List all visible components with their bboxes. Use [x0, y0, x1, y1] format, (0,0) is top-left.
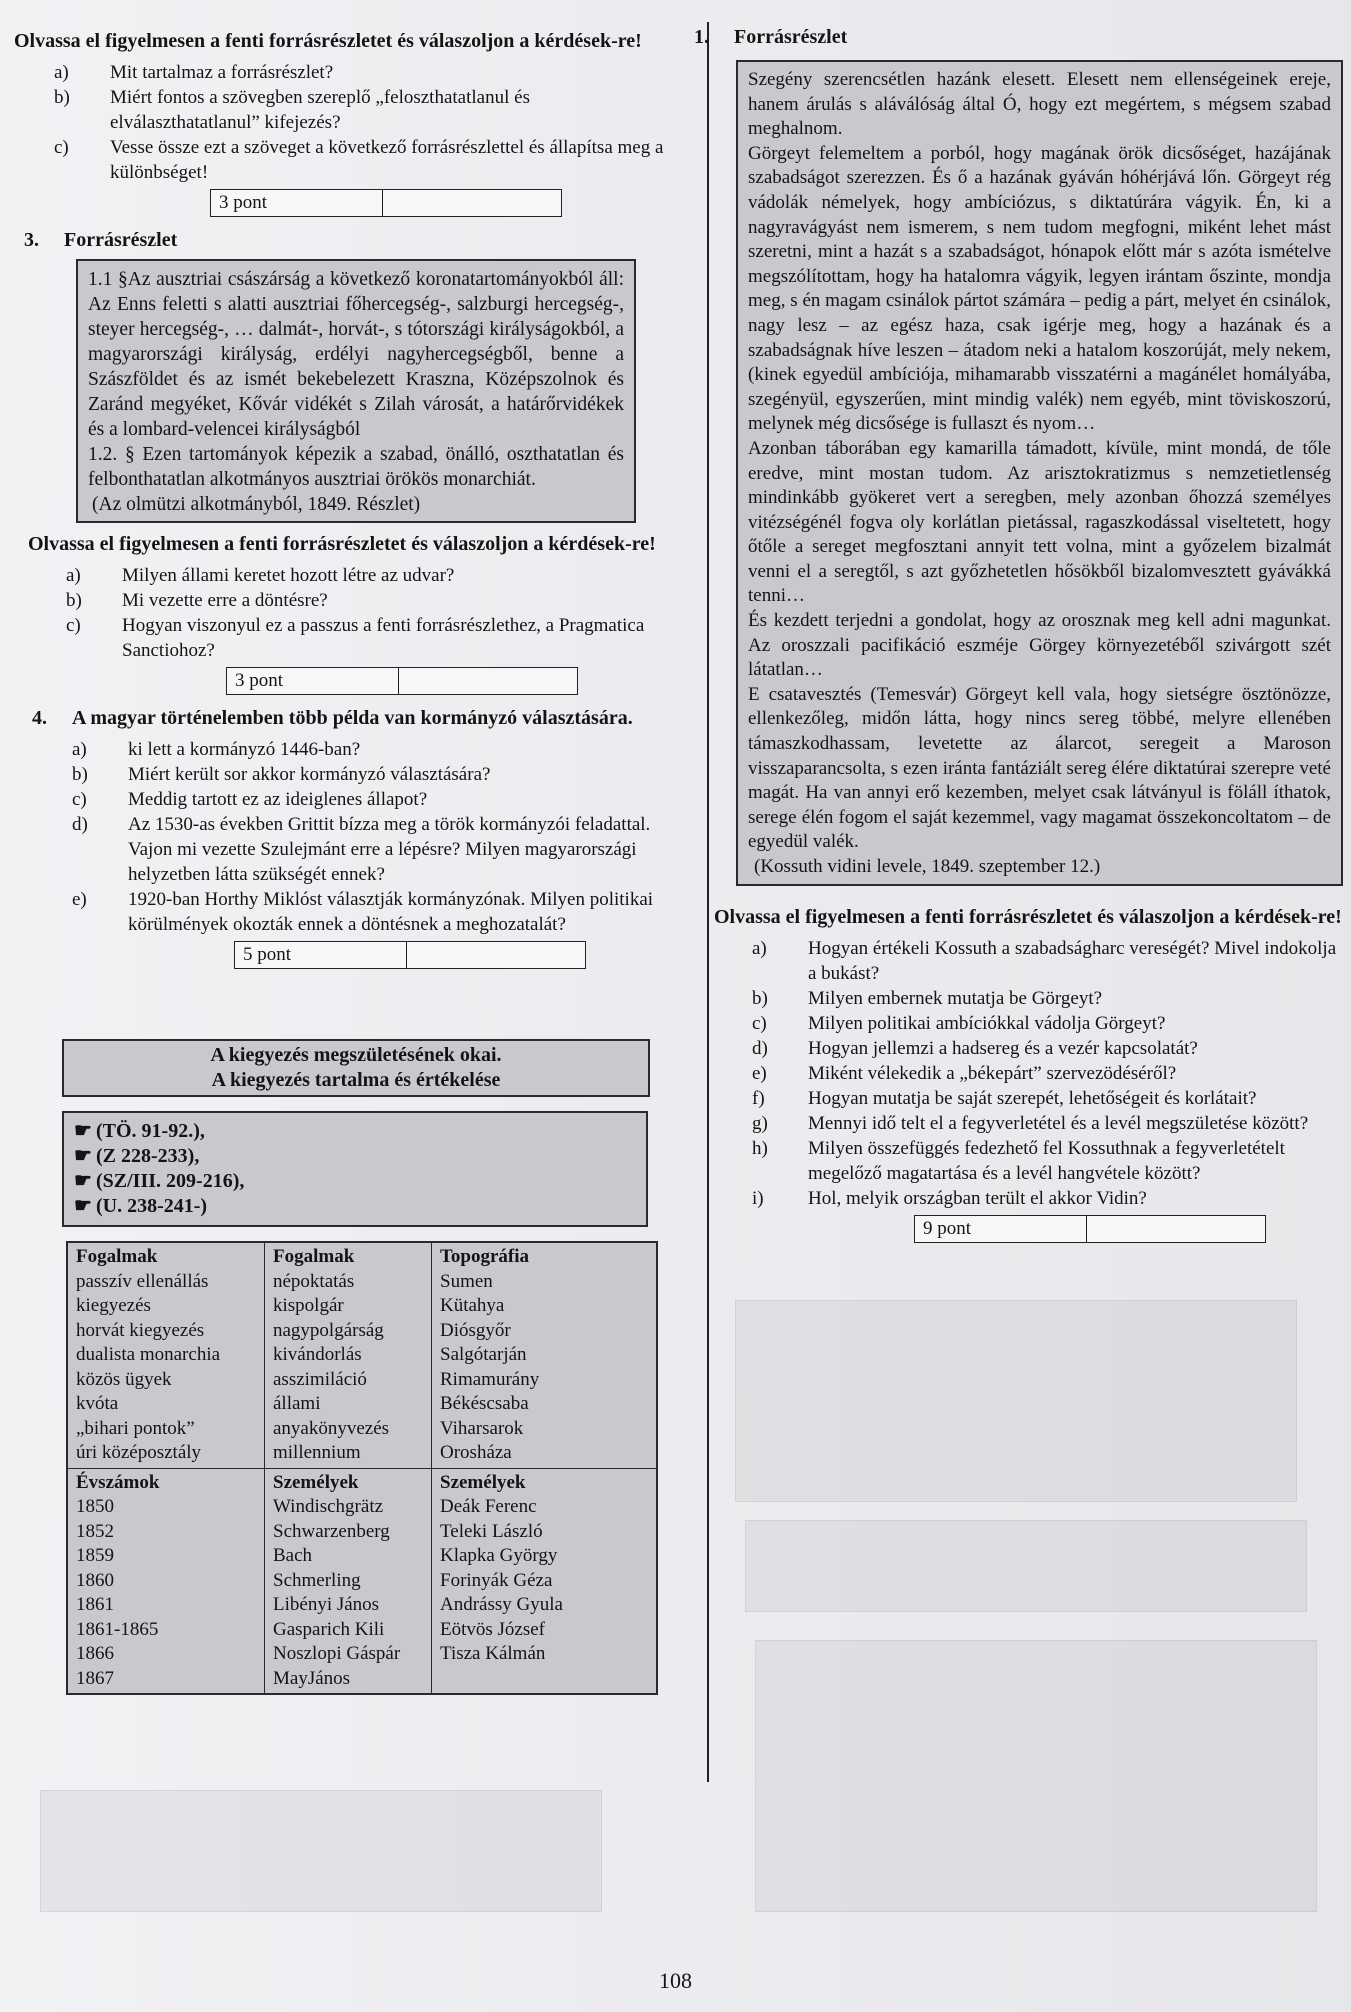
question-list — [66, 563, 656, 663]
question-item — [72, 737, 662, 762]
table-cell — [265, 1242, 432, 1468]
question-item — [72, 787, 662, 812]
question-item — [752, 1036, 1342, 1061]
score-box — [914, 1215, 1266, 1243]
column-header: Fogalmak — [76, 1246, 158, 1267]
topic-banner — [62, 1039, 650, 1097]
question-text: Miként vélekedik a „békepárt” szervezödéséről? — [808, 1062, 1177, 1084]
score-points: 5 pont — [235, 942, 407, 968]
question-label: f) — [752, 1087, 765, 1109]
pointing-hand-icon: ☛ — [74, 1195, 92, 1217]
score-box — [210, 189, 562, 217]
question-label: c) — [54, 137, 69, 158]
list-item: úri középosztály — [76, 1442, 202, 1463]
section-title-text: Forrásrészlet — [64, 229, 178, 251]
source-paragraph: Görgeyt felemeltem a porból, hogy magának örök dicsőséget, hazájának szabadságot szerezzen. És ő a hazának gyáván hóhérjává lőn. Görgeyt rég vádolák némelyek, hogy ambíciózus, s diktatúrára vágyik. Én, ki a nagyravágyást nem ismerem, s nem tudom megfogni, miként lehet mást szeretni, mint a hazát s a szabadságot, hónapok előtt már s azóta ismételve megszólítottam, hogy ha hatalomra vágyik, legyen irántam őszinte, mondja meg, s én magam csinálok pártot számára – pedig a párt, melyet én csinálok, nagy lesz – az egész haza, csak igérje meg, hogy a hazának és a szabadságnak híve leszen – átadom neki a hatalom koszorúját, mely nekem, (kinek egyedül ambíciója, mihamarabb visszatérni a magánélet homályába, szegényül, egyszerűen, mint mindig valék) nem egyéb, mint töviskoszorú, melynek még dicsősége is fullaszt és nyom… — [748, 142, 1331, 435]
list-item: asszimiláció — [273, 1368, 367, 1390]
list-item: közös ügyek — [76, 1368, 172, 1390]
question-label: b) — [72, 764, 88, 785]
question-text: Az 1530-as években Grittit bízza meg a török kormányzói feladattal. Vajon mi vezette Szulejmánt erre a lépésre? Milyen magyarországi helyzetben látta szükségét ennek? — [128, 814, 651, 885]
reference-text: (TÖ. 91-92.), — [96, 1120, 205, 1142]
source-reference: (Az olmützi alkotmányból, 1849. Részlet) — [92, 494, 421, 515]
question-item — [752, 1086, 1342, 1111]
pointing-hand-icon: ☛ — [74, 1120, 92, 1142]
table-cell — [67, 1242, 265, 1468]
column-header: Személyek — [273, 1471, 359, 1493]
page-number: 108 — [659, 1968, 692, 1993]
source-excerpt-1 — [736, 60, 1343, 886]
question-text: 1920-ban Horthy Miklóst választják kormányzónak. Milyen politikai körülmények okozták ennek a döntésnek a meghozatalát? — [128, 889, 654, 935]
table-cell — [265, 1468, 432, 1694]
reference-item — [74, 1144, 636, 1169]
source-paragraph: Azonban táborában egy kamarilla támadott, kívüle, mint mondá, de tőle eredve, mint mostan tudom. Az arisztokratizmus s nemzetietlenség mindinkább gyökeret vert a seregben, mely azonban őhozzá személyes vitézségénél fogva oly korlátlan pietással, ragaszkodással viseltetett, hogy őtőle a sereget megfosztani annyit tett volna, mint a győzelem bizalmát venni el a seregtől, s azt győzhetetlen hősökből bizalomvesztett gyávákká tenni… — [748, 437, 1331, 607]
question-text: Milyen embernek mutatja be Görgeyt? — [808, 987, 1103, 1009]
question-label: a) — [72, 739, 87, 760]
list-item: Deák Ferenc — [440, 1496, 537, 1517]
column-header: Személyek — [440, 1471, 526, 1493]
table-cell — [67, 1468, 265, 1694]
table-cell — [432, 1242, 658, 1468]
column-header: Topográfia — [440, 1246, 530, 1267]
section-number: 3. — [24, 229, 39, 251]
question-item — [72, 887, 662, 937]
question-item — [54, 85, 664, 135]
list-item: nagypolgárság — [273, 1319, 384, 1341]
question-label: b) — [66, 590, 82, 611]
source-paragraph: 1.2. § Ezen tartományok képezik a szabad, önálló, oszthatatlan és felbonthatatlan alkotmányos ausztriai örökös monarchiát. — [88, 444, 624, 490]
list-item: horvát kiegyezés — [76, 1319, 205, 1341]
question-label: d) — [752, 1037, 768, 1059]
question-label: i) — [752, 1187, 764, 1209]
question-item — [752, 1186, 1342, 1211]
question-text: ki lett a kormányzó 1446-ban? — [128, 739, 361, 760]
section-1-title — [694, 24, 1345, 50]
source-paragraph: Szegény szerencsétlen hazánk elesett. Elesett nem ellenségeinek ereje, hanem árulás s aláválóság által Ó, hogy ezt megértem, s mégsem szabad meghalnom. — [748, 69, 1331, 140]
question-text: Miért fontos a szövegben szereplő „feloszthatatlanul és elválaszthatatlanul” kifejezés? — [110, 87, 530, 133]
question-item — [66, 588, 656, 613]
section-title-text: Forrásrészlet — [734, 26, 848, 48]
list-item: dualista monarchia — [76, 1344, 221, 1365]
list-item: 1867 — [76, 1667, 114, 1689]
list-item: Forinyák Géza — [440, 1569, 553, 1591]
column-header: Évszámok — [76, 1471, 160, 1493]
source-paragraph: E csatavesztés (Temesvár) Görgeyt kell vala, hogy sietségre ösztönözze, ellenkezőleg, midőn látta, hogy nincs sereg többé, melyre ellenében támaszkodhassam, levetette az álarcot, seregeit a Maroson visszaparancsolta, s ezen iránta fantáziált sereg élére diktatúrai szerepre veté magát. Ha van annyi erő kezemben, melyet csak látványul is föláll íthatok, serege élén fogom el saját kezemmel, vagy magamat összekoncoltatom – de egyedül valék. — [748, 683, 1331, 853]
question-text: Hogyan jellemzi a hadsereg és a vezér kapcsolatát? — [808, 1037, 1198, 1059]
question-label: e) — [72, 889, 87, 910]
list-item: Andrássy Gyula — [440, 1594, 563, 1615]
list-item: Klapka György — [440, 1545, 558, 1566]
question-list — [752, 936, 1342, 1211]
score-box — [226, 667, 578, 695]
source-reference: (Kossuth vidini levele, 1849. szeptember 12.) — [754, 856, 1101, 877]
question-item — [752, 1111, 1342, 1136]
pointing-hand-icon: ☛ — [74, 1170, 92, 1192]
list-item: Diósgyőr — [440, 1319, 511, 1341]
list-item: Gasparich Kili — [273, 1618, 385, 1640]
question-text: Hogyan mutatja be saját szerepét, lehetőségeit és korlátait? — [808, 1087, 1257, 1109]
list-item: „bihari pontok” — [76, 1417, 195, 1439]
bleed-through-block — [745, 1520, 1307, 1612]
concepts-table — [66, 1241, 658, 1695]
source-paragraph: 1.1 §Az ausztriai császárság a következő koronatartományokból áll: Az Enns feletti s alatti ausztriai főhercegség-, salzburgi hercegség-, steyer hercegség-, … dalmát-, horvát-, s tótországi királyságokból, a magyarországi királyság, erdélyi nagyhercegségből, benne a Szászföldet és az ismét bekebelezett Kraszna, Középszolnok és Zaránd megyéket, Kővár vidékét s Zilah városát, a határőrvidékek és a lombard-velencei királyságból — [88, 269, 624, 440]
list-item: Bach — [273, 1545, 313, 1566]
left-column — [14, 28, 664, 1695]
question-label: e) — [752, 1062, 767, 1084]
list-item: kispolgár — [273, 1295, 344, 1316]
list-item: passzív ellenállás — [76, 1270, 209, 1292]
list-item: 1860 — [76, 1569, 114, 1591]
question-text: Hogyan értékeli Kossuth a szabadságharc vereségét? Mivel indokolja a bukást? — [808, 937, 1337, 984]
source-paragraph: És kezdett terjedni a gondolat, hogy az orosznak meg kell adni magunkat. Az oroszzali pacifikáció eszméje Görgey környezetéből szivárgott szét látatlan… — [748, 610, 1331, 681]
reference-text: (U. 238-241-) — [96, 1195, 208, 1217]
banner-line: A kiegyezés megszületésének okai. — [210, 1044, 502, 1066]
list-item: Libényi János — [273, 1594, 380, 1615]
table-cell — [432, 1468, 658, 1694]
reference-item — [74, 1169, 636, 1194]
prev-instruction: Olvassa el figyelmesen a fenti forrásrészletet és válaszoljon a kérdések-re! — [14, 30, 642, 52]
question-item — [66, 563, 656, 588]
question-label: b) — [54, 87, 70, 108]
list-item: Salgótarján — [440, 1344, 527, 1365]
list-item: Orosháza — [440, 1442, 512, 1463]
list-item: Eötvös József — [440, 1618, 546, 1640]
question-item — [752, 986, 1342, 1011]
question-item — [752, 1061, 1342, 1086]
question-label: c) — [72, 789, 87, 810]
list-item: Schwarzenberg — [273, 1520, 390, 1542]
question-item — [72, 762, 662, 787]
reference-text: (SZ/III. 209-216), — [96, 1170, 245, 1192]
question-label: d) — [72, 814, 88, 835]
question-text: Meddig tartott ez az ideiglenes állapot? — [128, 789, 428, 810]
question-item — [54, 135, 664, 185]
reference-item — [74, 1119, 636, 1144]
question-label: g) — [752, 1112, 768, 1134]
question-item — [54, 60, 664, 85]
question-item — [752, 1136, 1342, 1186]
list-item: 1850 — [76, 1496, 114, 1517]
question-label: c) — [752, 1012, 767, 1034]
question-label: a) — [66, 565, 81, 586]
section-title-text: A magyar történelemben több példa van kormányzó választására. — [72, 707, 633, 729]
list-item: Teleki László — [440, 1520, 543, 1542]
question-text: Hogyan viszonyul ez a passzus a fenti forrásrészlethez, a Pragmatica Sanctiohoz? — [122, 615, 645, 661]
list-item: Kütahya — [440, 1295, 505, 1316]
question-item — [752, 1011, 1342, 1036]
list-item: népoktatás — [273, 1270, 355, 1292]
column-header: Fogalmak — [273, 1246, 355, 1267]
question-text: Vesse össze ezt a szöveget a következő forrásrészlettel és állapítsa meg a különbséget! — [110, 137, 664, 183]
score-points: 9 pont — [915, 1216, 1087, 1242]
list-item: kiegyezés — [76, 1295, 151, 1316]
list-item: 1866 — [76, 1643, 114, 1664]
instruction: Olvassa el figyelmesen a fenti forrásrészletet és válaszoljon a kérdések-re! — [28, 533, 656, 555]
question-text: Milyen állami keretet hozott létre az udvar? — [122, 565, 455, 586]
table-row — [67, 1242, 657, 1468]
question-label: b) — [752, 987, 768, 1009]
list-item: kvóta — [76, 1393, 119, 1414]
score-box — [234, 941, 586, 969]
question-item — [66, 613, 656, 663]
bleed-through-block — [40, 1790, 602, 1912]
score-points: 3 pont — [211, 190, 383, 216]
bleed-through-block — [755, 1640, 1317, 1912]
question-text: Mennyi idő telt el a fegyverletétel és a levél megszületése között? — [808, 1112, 1309, 1134]
list-item: MayJános — [273, 1667, 351, 1689]
question-item — [72, 812, 662, 887]
reference-text: (Z 228-233), — [96, 1145, 200, 1167]
reference-box — [62, 1111, 648, 1227]
bleed-through-block — [735, 1300, 1297, 1502]
right-column — [690, 24, 1345, 1243]
question-label: c) — [66, 615, 81, 636]
list-item: kivándorlás — [273, 1344, 362, 1365]
table-row — [67, 1468, 657, 1694]
section-3-title — [24, 227, 664, 253]
question-label: a) — [752, 937, 767, 959]
section-number: 1. — [694, 26, 709, 48]
pointing-hand-icon: ☛ — [74, 1145, 92, 1167]
section-number: 4. — [32, 707, 47, 729]
list-item: Rimamurány — [440, 1368, 540, 1390]
question-text: Hol, melyik országban terült el akkor Vidin? — [808, 1187, 1147, 1209]
score-points: 3 pont — [227, 668, 399, 694]
question-label: h) — [752, 1137, 768, 1159]
list-item: Schmerling — [273, 1569, 361, 1591]
question-text: Mi vezette erre a döntésre? — [122, 590, 328, 611]
prev-question-list — [54, 60, 664, 185]
question-text: Miért került sor akkor kormányzó választására? — [128, 764, 491, 785]
list-item: Tisza Kálmán — [440, 1643, 546, 1664]
question-text: Milyen politikai ambíciókkal vádolja Görgeyt? — [808, 1012, 1166, 1034]
source-excerpt-3 — [76, 259, 636, 523]
question-label: a) — [54, 62, 69, 83]
list-item: Sumen — [440, 1270, 493, 1292]
section-4-title — [32, 705, 664, 731]
banner-line: A kiegyezés tartalma és értékelése — [211, 1069, 501, 1091]
list-item: Békéscsaba — [440, 1393, 529, 1414]
instruction: Olvassa el figyelmesen a fenti forrásrészletet és válaszoljon a kérdések-re! — [714, 905, 1342, 928]
list-item: 1861 — [76, 1594, 114, 1615]
list-item: Windischgrätz — [273, 1496, 384, 1517]
question-list — [72, 737, 662, 937]
list-item: 1861-1865 — [76, 1618, 159, 1640]
list-item: Viharsarok — [440, 1417, 524, 1439]
list-item: 1859 — [76, 1545, 114, 1566]
reference-item — [74, 1194, 636, 1219]
list-item: állami anyakönyvezés millennium — [273, 1393, 390, 1463]
question-text: Mit tartalmaz a forrásrészlet? — [110, 62, 334, 83]
question-text: Milyen összefüggés fedezhető fel Kossuthnak a fegyverletételt megelőző magatartása és a levél hangvétele között? — [808, 1137, 1285, 1184]
list-item: Noszlopi Gáspár — [273, 1643, 401, 1664]
question-item — [752, 936, 1342, 986]
list-item: 1852 — [76, 1520, 114, 1542]
